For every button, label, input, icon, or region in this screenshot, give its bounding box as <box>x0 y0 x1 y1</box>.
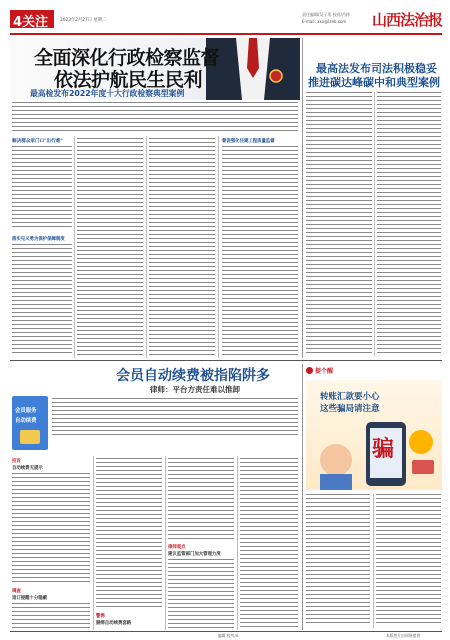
lead-col2-text <box>77 138 143 356</box>
middle-col1-text-b <box>12 603 90 629</box>
lead-col-rule-3 <box>218 136 219 358</box>
tips-headline-1: 转账汇款要小心 <box>320 392 380 402</box>
lead-col-rule-2 <box>146 136 147 358</box>
section-number: 4关注 <box>13 15 49 30</box>
tips-headline-2: 这些骗局请注意 <box>320 404 380 414</box>
middle-label-survey-sub: 退订提醒十分隐蔽 <box>12 596 48 601</box>
footer-left: 编辑 校对/X <box>218 633 239 638</box>
paper-logo: 山西法治报 <box>371 11 442 29</box>
lead-col1-text-a <box>12 146 72 230</box>
editor-line: 责任编辑/吴子男 校对/肖梓 <box>302 12 350 17</box>
lead-subhead: 最高检发布2022年度十大行政检察典型案例 <box>30 89 185 98</box>
page-divider-upper <box>302 38 303 358</box>
lead-col-rule-1 <box>74 136 75 358</box>
lead-banner <box>10 38 300 100</box>
middle-col4-text <box>240 458 298 628</box>
membership-graphic-shape <box>20 430 40 444</box>
tips-logo-text: 提个醒 <box>315 368 334 375</box>
middle-label-warning: 警惕 <box>96 614 105 619</box>
tips-logo-mark <box>306 367 313 374</box>
right-headline-2: 推进碳达峰碳中和典型案例 <box>308 76 440 89</box>
middle-headline: 会员自动续费被指陷阱多 <box>116 368 270 384</box>
middle-col-rule-2 <box>165 456 166 630</box>
right-col-rule <box>374 92 375 356</box>
lead-section-label-2: 落实见义勇为保护保障制度 <box>12 237 65 242</box>
lead-col3-text <box>149 138 215 356</box>
lead-headline-1: 全面深化行政检察监督 <box>34 47 220 69</box>
issue-date: 2023年2月27日 星期二 <box>60 18 107 23</box>
footer-rule <box>10 631 442 632</box>
middle-col3-text-b <box>168 559 234 629</box>
membership-graphic <box>12 396 48 450</box>
upper-lower-rule <box>10 360 442 361</box>
tips-col2-text <box>376 494 441 626</box>
middle-col-rule-1 <box>93 456 94 630</box>
middle-label-warning-sub: 捆绑自动续费套路 <box>96 621 132 626</box>
page-divider-lower <box>302 364 303 630</box>
masthead <box>10 6 442 32</box>
middle-label-survey: 调查 <box>12 589 21 594</box>
footer-right: 本版图片由网络提供 <box>386 633 421 638</box>
middle-col-rule-3 <box>237 456 238 630</box>
middle-label-lawyer: 律师观点 <box>168 545 186 550</box>
prosecutor-uniform-image <box>206 38 300 100</box>
membership-graphic-label-2: 自动续费 <box>15 418 37 424</box>
tips-col-rule <box>373 494 374 628</box>
right-headline-1: 最高法发布司法积极稳妥 <box>316 62 437 75</box>
lead-col1-text-b <box>12 244 72 356</box>
lead-headline-2: 依法护航民生民利 <box>54 69 203 91</box>
lead-section-label-1: 解决群众家门口"出行难" <box>12 139 63 144</box>
tips-poster-glyph: 骗 <box>372 436 395 462</box>
middle-col3-text-a <box>168 458 234 540</box>
middle-intro <box>52 398 298 438</box>
membership-graphic-label-1: 会员服务 <box>15 408 37 414</box>
tips-logo <box>306 366 346 376</box>
lead-section-label-3: 督促强化住建工程质量监督 <box>222 139 275 144</box>
middle-label-complaint-sub: 自动续费无提示 <box>12 466 43 471</box>
lead-col4-text <box>222 146 298 356</box>
masthead-rule <box>10 33 442 35</box>
middle-label-lawyer-sub: 建议监管部门加大管理力度 <box>168 552 221 557</box>
email-line: E-mail: xxx@lzeb.com <box>302 19 347 24</box>
tips-col1-text <box>306 494 370 626</box>
middle-label-complaint: 投诉 <box>12 459 21 464</box>
tips-poster <box>306 380 442 490</box>
middle-subhead: 律师：平台方责任难以推卸 <box>150 385 240 394</box>
middle-col1-text-a <box>12 473 90 583</box>
right-col2-text <box>377 92 441 356</box>
lead-intro <box>12 102 298 132</box>
right-col1-text <box>306 92 372 356</box>
middle-col2-text <box>96 458 162 608</box>
